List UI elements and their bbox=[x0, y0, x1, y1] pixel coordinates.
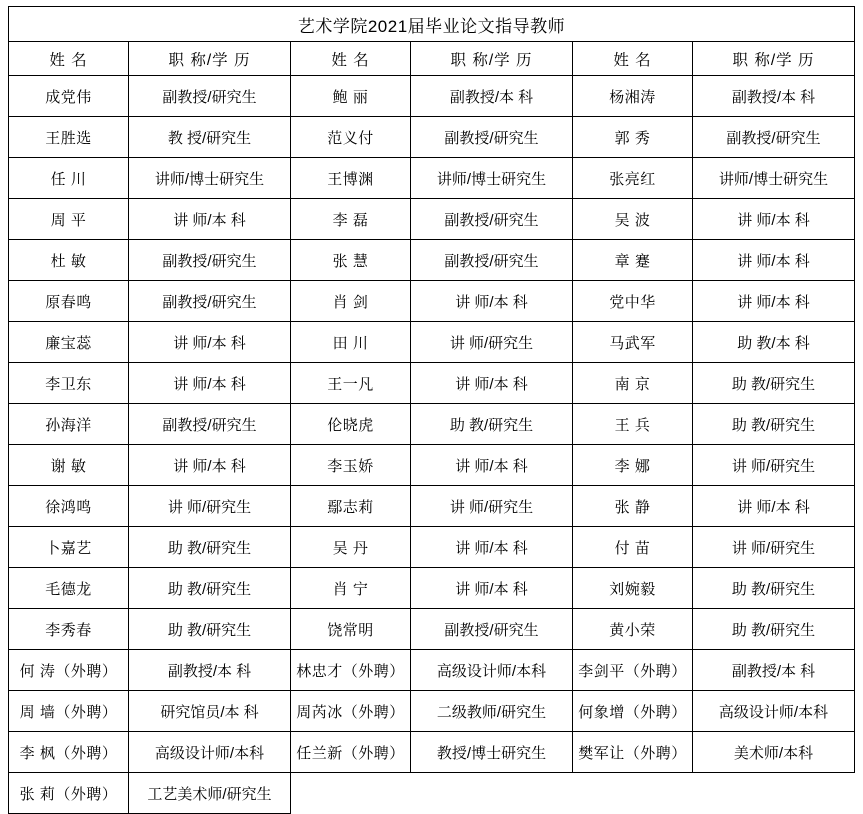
cell-name: 任 川 bbox=[9, 158, 129, 199]
cell-title: 助 教/研究生 bbox=[693, 363, 855, 404]
cell-name: 张亮红 bbox=[573, 158, 693, 199]
cell-title: 讲 师/本 科 bbox=[411, 363, 573, 404]
cell-title: 讲 师/本 科 bbox=[411, 527, 573, 568]
cell-name: 肖 剑 bbox=[291, 281, 411, 322]
table-row bbox=[9, 732, 855, 773]
cell-name: 周芮冰（外聘） bbox=[291, 691, 411, 732]
cell-title: 副教授/本 科 bbox=[411, 76, 573, 117]
cell-name: 王博渊 bbox=[291, 158, 411, 199]
cell-title: 研究馆员/本 科 bbox=[129, 691, 291, 732]
cell-title: 副教授/研究生 bbox=[129, 281, 291, 322]
cell-title: 助 教/研究生 bbox=[129, 609, 291, 650]
cell-title: 讲 师/研究生 bbox=[129, 486, 291, 527]
cell-title: 副教授/研究生 bbox=[411, 199, 573, 240]
cell-name: 卜嘉艺 bbox=[9, 527, 129, 568]
cell-name: 杨湘涛 bbox=[573, 76, 693, 117]
cell-name: 章 蹇 bbox=[573, 240, 693, 281]
table-row bbox=[9, 322, 855, 363]
cell-name: 林忠才（外聘） bbox=[291, 650, 411, 691]
cell-name: 肖 宁 bbox=[291, 568, 411, 609]
cell-name: 徐鸿鸣 bbox=[9, 486, 129, 527]
cell-title: 教 授/研究生 bbox=[129, 117, 291, 158]
cell-title: 讲 师/本 科 bbox=[129, 322, 291, 363]
table-row bbox=[9, 199, 855, 240]
cell-title: 讲 师/研究生 bbox=[411, 322, 573, 363]
cell-title: 讲 师/本 科 bbox=[693, 281, 855, 322]
cell-name: 毛德龙 bbox=[9, 568, 129, 609]
document-title: 艺术学院2021届毕业论文指导教师 bbox=[9, 7, 855, 42]
cell-name: 刘婉毅 bbox=[573, 568, 693, 609]
cell-name: 李秀春 bbox=[9, 609, 129, 650]
cell-title: 助 教/研究生 bbox=[693, 609, 855, 650]
cell-title: 副教授/本 科 bbox=[693, 76, 855, 117]
cell-name: 孙海洋 bbox=[9, 404, 129, 445]
table-body bbox=[9, 7, 855, 814]
column-header-name-3: 姓 名 bbox=[573, 42, 693, 76]
cell-name: 鲍 丽 bbox=[291, 76, 411, 117]
cell-name: 南 京 bbox=[573, 363, 693, 404]
cell-name: 吴 丹 bbox=[291, 527, 411, 568]
cell-name: 付 苗 bbox=[573, 527, 693, 568]
cell-title: 助 教/研究生 bbox=[129, 527, 291, 568]
cell-empty bbox=[693, 773, 855, 814]
table-row bbox=[9, 650, 855, 691]
header-row bbox=[9, 42, 855, 76]
cell-name: 范义付 bbox=[291, 117, 411, 158]
cell-title: 副教授/研究生 bbox=[129, 240, 291, 281]
cell-name: 李 枫（外聘） bbox=[9, 732, 129, 773]
cell-name: 王一凡 bbox=[291, 363, 411, 404]
cell-name: 李玉娇 bbox=[291, 445, 411, 486]
cell-name: 何象增（外聘） bbox=[573, 691, 693, 732]
cell-title: 美术师/本科 bbox=[693, 732, 855, 773]
cell-title: 教授/博士研究生 bbox=[411, 732, 573, 773]
table-row bbox=[9, 609, 855, 650]
table-row bbox=[9, 404, 855, 445]
cell-name: 李 娜 bbox=[573, 445, 693, 486]
cell-title: 讲 师/研究生 bbox=[693, 445, 855, 486]
table-row bbox=[9, 281, 855, 322]
cell-title: 讲 师/研究生 bbox=[693, 527, 855, 568]
table-row bbox=[9, 117, 855, 158]
cell-name: 鄢志莉 bbox=[291, 486, 411, 527]
table-row bbox=[9, 527, 855, 568]
cell-title: 讲 师/研究生 bbox=[411, 486, 573, 527]
table-row bbox=[9, 691, 855, 732]
table-row bbox=[9, 158, 855, 199]
cell-name: 何 涛（外聘） bbox=[9, 650, 129, 691]
cell-name: 张 慧 bbox=[291, 240, 411, 281]
cell-title: 讲 师/本 科 bbox=[129, 445, 291, 486]
cell-title: 工艺美术师/研究生 bbox=[129, 773, 291, 814]
cell-title: 讲 师/本 科 bbox=[129, 363, 291, 404]
column-header-name-1: 姓 名 bbox=[9, 42, 129, 76]
cell-name: 马武军 bbox=[573, 322, 693, 363]
cell-empty bbox=[411, 773, 573, 814]
cell-title: 助 教/研究生 bbox=[411, 404, 573, 445]
cell-name: 廉宝蕊 bbox=[9, 322, 129, 363]
cell-title: 讲 师/本 科 bbox=[693, 199, 855, 240]
cell-empty bbox=[573, 773, 693, 814]
cell-title: 副教授/本 科 bbox=[129, 650, 291, 691]
cell-title: 助 教/研究生 bbox=[693, 568, 855, 609]
cell-name: 张 莉（外聘） bbox=[9, 773, 129, 814]
table-row-last bbox=[9, 773, 855, 814]
cell-name: 田 川 bbox=[291, 322, 411, 363]
table-row bbox=[9, 363, 855, 404]
cell-name: 黄小荣 bbox=[573, 609, 693, 650]
cell-name: 任兰新（外聘） bbox=[291, 732, 411, 773]
table-row bbox=[9, 76, 855, 117]
cell-title: 助 教/本 科 bbox=[693, 322, 855, 363]
cell-name: 张 静 bbox=[573, 486, 693, 527]
cell-title: 副教授/本 科 bbox=[693, 650, 855, 691]
table-row bbox=[9, 486, 855, 527]
cell-title: 二级教师/研究生 bbox=[411, 691, 573, 732]
cell-title: 讲 师/本 科 bbox=[411, 281, 573, 322]
cell-title: 助 教/研究生 bbox=[129, 568, 291, 609]
cell-title: 副教授/研究生 bbox=[411, 240, 573, 281]
cell-title: 高级设计师/本科 bbox=[693, 691, 855, 732]
cell-name: 成党伟 bbox=[9, 76, 129, 117]
cell-name: 原春鸣 bbox=[9, 281, 129, 322]
column-header-name-2: 姓 名 bbox=[291, 42, 411, 76]
cell-name: 王胜选 bbox=[9, 117, 129, 158]
cell-name: 李 磊 bbox=[291, 199, 411, 240]
cell-title: 副教授/研究生 bbox=[411, 117, 573, 158]
cell-name: 周 墙（外聘） bbox=[9, 691, 129, 732]
column-header-title-1: 职 称/学 历 bbox=[129, 42, 291, 76]
cell-title: 讲 师/本 科 bbox=[129, 199, 291, 240]
cell-title: 高级设计师/本科 bbox=[411, 650, 573, 691]
cell-title: 助 教/研究生 bbox=[693, 404, 855, 445]
column-header-title-3: 职 称/学 历 bbox=[693, 42, 855, 76]
cell-title: 讲师/博士研究生 bbox=[411, 158, 573, 199]
cell-title: 讲 师/本 科 bbox=[411, 568, 573, 609]
cell-name: 饶常明 bbox=[291, 609, 411, 650]
cell-title: 讲 师/本 科 bbox=[693, 240, 855, 281]
cell-name: 党中华 bbox=[573, 281, 693, 322]
cell-name: 李卫东 bbox=[9, 363, 129, 404]
cell-title: 讲师/博士研究生 bbox=[129, 158, 291, 199]
cell-name: 吴 波 bbox=[573, 199, 693, 240]
cell-title: 讲师/博士研究生 bbox=[693, 158, 855, 199]
cell-name: 王 兵 bbox=[573, 404, 693, 445]
teacher-roster-table bbox=[8, 6, 855, 814]
cell-title: 副教授/研究生 bbox=[411, 609, 573, 650]
cell-name: 樊军让（外聘） bbox=[573, 732, 693, 773]
column-header-title-2: 职 称/学 历 bbox=[411, 42, 573, 76]
cell-title: 副教授/研究生 bbox=[693, 117, 855, 158]
cell-title: 副教授/研究生 bbox=[129, 404, 291, 445]
cell-name: 郭 秀 bbox=[573, 117, 693, 158]
cell-name: 李剑平（外聘） bbox=[573, 650, 693, 691]
cell-title: 高级设计师/本科 bbox=[129, 732, 291, 773]
cell-empty bbox=[291, 773, 411, 814]
cell-title: 讲 师/本 科 bbox=[693, 486, 855, 527]
title-row bbox=[9, 7, 855, 42]
cell-name: 谢 敏 bbox=[9, 445, 129, 486]
cell-title: 副教授/研究生 bbox=[129, 76, 291, 117]
cell-name: 伦晓虎 bbox=[291, 404, 411, 445]
table-row bbox=[9, 445, 855, 486]
table-row bbox=[9, 240, 855, 281]
cell-title: 讲 师/本 科 bbox=[411, 445, 573, 486]
cell-name: 杜 敏 bbox=[9, 240, 129, 281]
table-row bbox=[9, 568, 855, 609]
cell-name: 周 平 bbox=[9, 199, 129, 240]
